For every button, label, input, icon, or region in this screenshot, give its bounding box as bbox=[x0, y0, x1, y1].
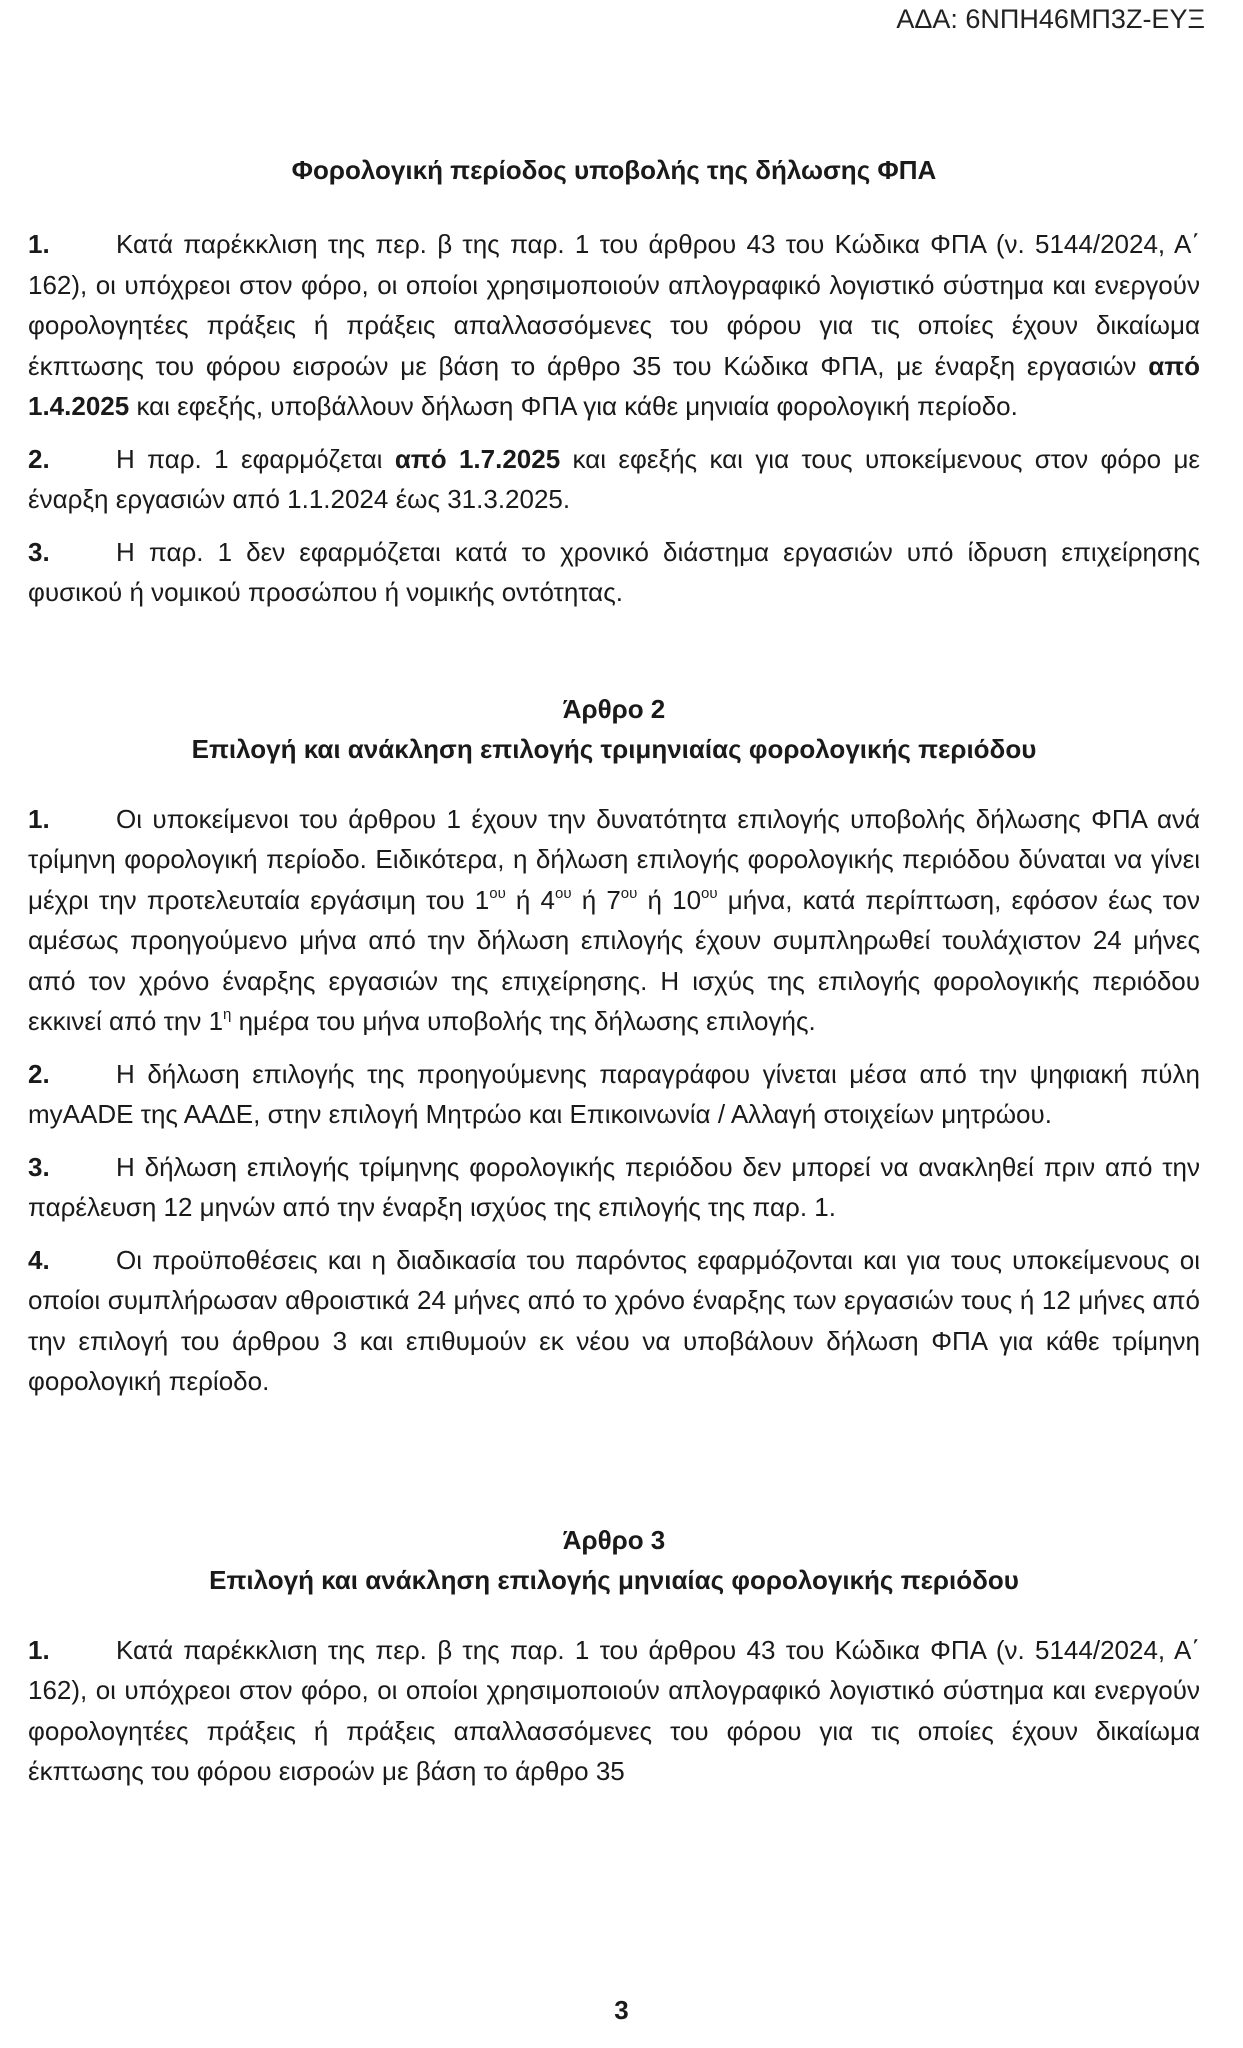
article-2-label: Άρθρο 2 bbox=[562, 693, 666, 724]
article-3-title: Επιλογή και ανάκληση επιλογής μηνιαίας φορολογικής περιόδου bbox=[209, 1564, 1019, 1595]
paragraph-2-1 bbox=[28, 799, 1200, 1042]
paragraph-number: 1. bbox=[28, 229, 50, 259]
paragraph-1-3 bbox=[28, 532, 1200, 613]
paragraph-text: και εφεξής, υποβάλλουν δήλωση ΦΠΑ για κάθε μηνιαία φορολογική περίοδο. bbox=[129, 391, 1018, 421]
paragraph-2-3 bbox=[28, 1147, 1200, 1228]
emphasis-date: από 1.4.2025 bbox=[28, 350, 1200, 421]
paragraph-number: 3. bbox=[28, 536, 50, 567]
paragraph-number: 1. bbox=[28, 803, 50, 834]
ordinal-suffix: η bbox=[223, 1006, 232, 1023]
paragraph-text: Κατά παρέκκλιση της περ. β της παρ. 1 του άρθρου 43 του Κώδικα ΦΠΑ (ν. 5144/2024, Α΄ 162), οι υπόχρεοι στον φόρο, οι οποίοι χρησιμοποιούν απλογραφικό λογιστικό σύστημα και ενεργούν φορολογητέες πράξεις ή πράξεις απαλλασσόμενες του φόρου για τις οποίες έχουν δικαίωμα έκπτωσης του φόρου εισροών με βάση το άρθρο 35 bbox=[28, 1634, 1200, 1786]
paragraph-text: Οι προϋποθέσεις και η διαδικασία του παρόντος εφαρμόζονται και για τους υποκείμενους οι οποίοι συμπλήρωσαν αθροιστικά 24 μήνες από το χρόνο έναρξης των εργασιών τους ή 12 μήνες από την επιλογή του άρθρου 3 και επιθυμούν εκ νέου να υποβάλουν δήλωση ΦΠΑ για κάθε τρίμηνη φορολογική περίοδο. bbox=[28, 1244, 1200, 1396]
ordinal-suffix: ου bbox=[620, 884, 638, 902]
paragraph-number: 4. bbox=[28, 1244, 50, 1275]
ordinal-suffix: ου bbox=[701, 884, 718, 902]
paragraph-text: ή 10 bbox=[637, 884, 702, 915]
paragraph-1-1 bbox=[28, 224, 1200, 427]
paragraph-text: Η παρ. 1 εφαρμόζεται bbox=[116, 443, 395, 474]
paragraph-text: Η δήλωση επιλογής τρίμηνης φορολογικής περιόδου δεν μπορεί να ανακληθεί πριν από την παρέλευση 12 μηνών από την έναρξη ισχύος της επιλογής της παρ. 1. bbox=[28, 1151, 1200, 1222]
article-3-label: Άρθρο 3 bbox=[562, 1524, 666, 1555]
article-2-title: Επιλογή και ανάκληση επιλογής τριμηνιαίας φορολογικής περιόδου bbox=[191, 733, 1037, 764]
paragraph-number: 2. bbox=[28, 1058, 50, 1089]
emphasis-date: από 1.7.2025 bbox=[394, 443, 561, 474]
paragraph-2-4 bbox=[28, 1240, 1200, 1402]
document-body bbox=[28, 150, 1200, 1792]
paragraph-text: Κατά παρέκκλιση της περ. β της παρ. 1 του άρθρου 43 του Κώδικα ΦΠΑ (ν. 5144/2024, Α΄ 162), οι υπόχρεοι στον φόρο, οι οποίοι χρησιμοποιούν απλογραφικό λογιστικό σύστημα και ενεργούν φορολογητέες πράξεις ή πράξεις απαλλασσόμενες του φόρου για τις οποίες έχουν δικαίωμα έκπτωσης του φόρου εισροών με βάση το άρθρο 35 του Κώδικα ΦΠΑ, με έναρξη εργασιών bbox=[28, 229, 1200, 381]
paragraph-text: ή 4 bbox=[505, 884, 556, 915]
paragraph-3-1 bbox=[28, 1630, 1200, 1792]
paragraph-1-2 bbox=[28, 439, 1200, 520]
paragraph-text: Η δήλωση επιλογής της προηγούμενης παραγράφου γίνεται μέσα από την ψηφιακή πύλη myAADE της ΑΑΔΕ, στην επιλογή Μητρώο και Επικοινωνία / Αλλαγή στοιχείων μητρώου. bbox=[28, 1058, 1200, 1129]
paragraph-2-2 bbox=[28, 1054, 1200, 1135]
paragraph-text: και εφεξής και για τους υποκείμενους στον φόρο με έναρξη εργασιών από 1.1.2024 έως 31.3.2025. bbox=[28, 443, 1201, 514]
ordinal-suffix: ου bbox=[555, 884, 572, 902]
paragraph-number: 3. bbox=[28, 1151, 50, 1182]
page-number: 3 bbox=[614, 1995, 629, 2025]
paragraph-text: ημέρα του μήνα υποβολής της δήλωσης επιλογής. bbox=[231, 1006, 816, 1036]
paragraph-number: 2. bbox=[28, 443, 50, 474]
paragraph-text: ή 7 bbox=[571, 884, 621, 915]
paragraph-text: Η παρ. 1 δεν εφαρμόζεται κατά το χρονικό διάστημα εργασιών υπό ίδρυση επιχείρησης φυσικού ή νομικού προσώπου ή νομικής οντότητας. bbox=[28, 536, 1200, 607]
paragraph-number: 1. bbox=[28, 1634, 50, 1665]
ordinal-suffix: ου bbox=[489, 884, 506, 902]
paragraph-text: μήνα, κατά περίπτωση, εφόσον έως τον αμέσως προηγούμενο μήνα από την δήλωση επιλογής έχουν συμπληρωθεί τουλάχιστον 24 μήνες από τον χρόνο έναρξης εργασιών της επιχείρησης. Η ισχύς της επιλογής φορολογικής περιόδου εκκινεί από την 1 bbox=[28, 884, 1200, 1036]
paragraph-text: Οι υποκείμενοι του άρθρου 1 έχουν την δυνατότητα επιλογής υποβολής δήλωσης ΦΠΑ ανά τρίμηνη φορολογική περίοδο. Ειδικότερα, η δήλωση επιλογής φορολογικής περιόδου δύναται να γίνει μέχρι την προτελευταία εργάσιμη του 1 bbox=[28, 803, 1200, 915]
ada-code: ΑΔΑ: 6ΝΠΗ46ΜΠ3Ζ-ΕΥΞ bbox=[896, 4, 1205, 34]
section-title: Φορολογική περίοδος υποβολής της δήλωσης ΦΠΑ bbox=[291, 155, 937, 185]
